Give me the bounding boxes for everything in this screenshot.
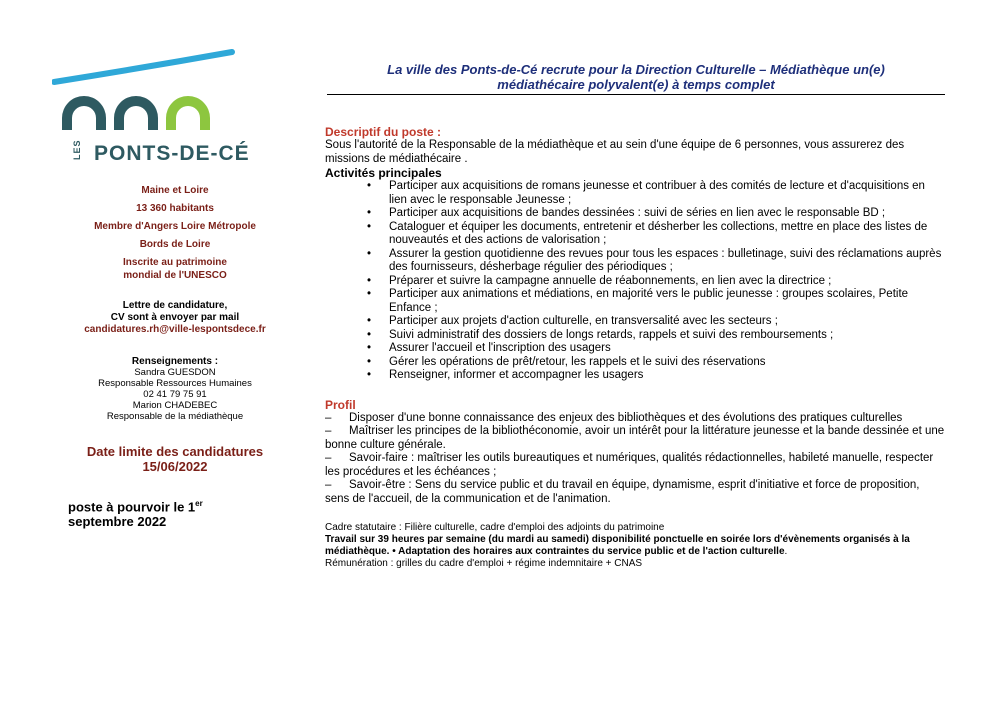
info-loire: Bords de Loire [139, 239, 211, 250]
profile-text: Savoir-faire : maîtriser les outils bureautiques et numériques, qualités rédactionnelles, habileté manuelle, respecter les procédures et les échéances ; [325, 452, 934, 478]
info-unesco-2: mondial de l'UNESCO [123, 270, 227, 281]
logo-city-name: PONTS-DE-CÉ [94, 142, 250, 165]
apply-line-2: CV sont à envoyer par mail [110, 312, 240, 323]
contact-role-1: Responsable Ressources Humaines [98, 378, 252, 389]
activity-item: • Renseigner, informer et accompagner les usagers [389, 369, 945, 383]
profile-item [325, 479, 945, 506]
application-email-link[interactable]: candidatures.rh@ville-lespontsdece.fr [84, 324, 266, 335]
activities-heading: Activités principales [325, 166, 442, 180]
activity-item: • Suivi administratif des dossiers de longs retards, rappels et suivi des remboursements ; [389, 329, 945, 343]
activity-item: • Gérer les opérations de prêt/retour, les rappels et le suivi des réservations [389, 356, 945, 370]
logo-graphic-icon [52, 48, 272, 138]
contact-role-2: Responsable de la médiathèque [106, 411, 244, 422]
profile-item [325, 425, 945, 452]
city-info [40, 184, 310, 282]
contact-name-2: Marion CHADEBEC [132, 400, 218, 411]
start-suffix: septembre 2022 [68, 514, 167, 530]
application-instructions [40, 300, 310, 336]
info-region: Maine et Loire [141, 185, 209, 196]
contact-name-1: Sandra GUESDON [134, 367, 216, 378]
city-logo [52, 48, 272, 168]
contact-heading: Renseignements : [131, 356, 219, 367]
remuneration-text: Rémunération : grilles du cadre d'emploi + régime indemnitaire + CNAS [325, 558, 643, 569]
profile-dash: – [325, 479, 332, 491]
profile-list [325, 412, 945, 507]
statut-text: Cadre statutaire : Filière culturelle, cadre d'emploi des adjoints du patrimoine [325, 522, 665, 533]
start-sup: er [195, 499, 203, 508]
info-unesco-1: Inscrite au patrimoine [123, 257, 227, 268]
deadline-label: Date limite des candidatures [86, 444, 264, 459]
sidebar [40, 48, 310, 529]
activity-item: • Participer aux acquisitions de bandes dessinées : suivi de séries en lien avec le responsable BD ; [389, 207, 945, 221]
title-line-2: médiathécaire polyvalent(e) à temps complet [497, 77, 775, 92]
activity-item: • Cataloguer et équiper les documents, entretenir et désherber les collections, mettre en place des listes de nouveautés et des actions de valorisation ; [389, 221, 945, 248]
profile-dash: – [325, 452, 332, 464]
deadline-block [40, 444, 310, 474]
profile-text: Disposer d'une bonne connaissance des enjeux des bibliothèques et des évolutions des pratiques culturelles [349, 411, 903, 424]
profile-text: Maîtriser les principes de la bibliothéconomie, avoir un intérêt pour la littérature jeunesse et la bande dessinée et une bonne culture générale. [325, 425, 945, 451]
activities-list [325, 180, 945, 383]
activity-item: • Participer aux projets d'action culturelle, en transversalité avec les secteurs ; [389, 315, 945, 329]
apply-line-1: Lettre de candidature, [122, 300, 228, 311]
profile-dash: – [325, 411, 332, 424]
job-posting [325, 62, 945, 570]
description-text: Sous l'autorité de la Responsable de la médiathèque et au sein d'une équipe de 6 personnes, vous assurerez des missions de médiathécaire . [325, 139, 905, 165]
page-title [327, 62, 945, 95]
activity-item: • Préparer et suivre la campagne annuelle de réabonnements, en lien avec la directrice ; [389, 275, 945, 289]
profile-text: Savoir-être : Sens du service public et du travail en équipe, dynamisme, esprit d'initiative et force de proposition, sens de l'accueil, de la communication et de l'animation. [325, 479, 920, 505]
logo-les-text: LES [72, 139, 82, 160]
contact-phone: 02 41 79 75 91 [143, 389, 207, 400]
activity-item: • Participer aux acquisitions de romans jeunesse et contribuer à des comités de lecture et d'acquisitions en lien avec le responsable Jeunesse ; [389, 180, 945, 207]
deadline-date: 15/06/2022 [142, 459, 208, 474]
working-hours-text: Travail sur 39 heures par semaine (du mardi au samedi) disponibilité ponctuelle en soirée lors d'évènements organisés à la médiathèque. • Adaptation des horaires aux contraintes du service public et de l'action culturelle [325, 534, 910, 557]
profile-item [325, 412, 945, 426]
profile-heading: Profil [325, 397, 356, 412]
description-heading: Descriptif du poste : [325, 125, 442, 139]
info-population: 13 360 habitants [136, 203, 214, 214]
activity-item: • Assurer la gestion quotidienne des revues pour tous les espaces : bulletinage, suivi des réclamations auprès des fournisseurs, désherbage régulier des périodiques ; [389, 248, 945, 275]
contact-block [40, 356, 310, 422]
conditions-block [325, 522, 945, 570]
start-date [68, 496, 310, 529]
start-prefix: poste à pourvoir le 1 [68, 499, 196, 515]
activity-item: • Participer aux animations et médiations, en majorité vers le public jeunesse : groupes scolaires, Petite Enfance ; [389, 288, 945, 315]
title-line-1: La ville des Ponts-de-Cé recrute pour la Direction Culturelle – Médiathèque un(e) [387, 62, 885, 77]
profile-dash: – [325, 425, 332, 437]
profile-item [325, 452, 945, 479]
activity-item: • Assurer l'accueil et l'inscription des usagers [389, 342, 945, 356]
working-hours [325, 534, 945, 558]
working-hours-end: . [784, 546, 788, 557]
info-metropole: Membre d'Angers Loire Métropole [94, 221, 256, 232]
